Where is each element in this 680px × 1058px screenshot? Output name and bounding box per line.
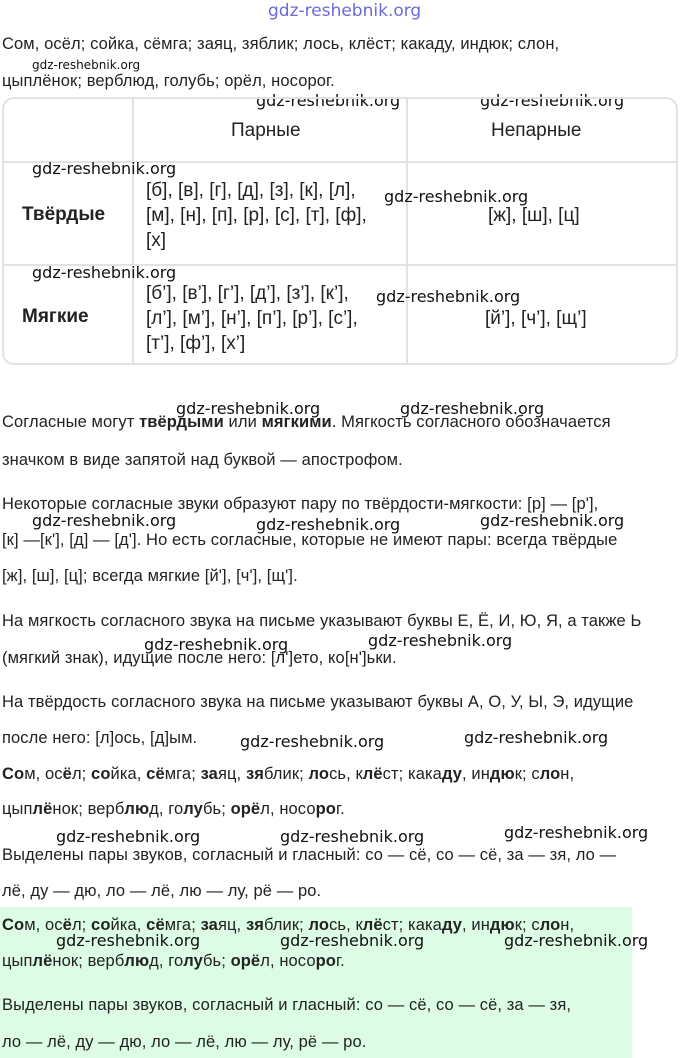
watermark: gdz-reshebnik.org — [480, 511, 625, 530]
header-unpaired: Непарные — [491, 120, 582, 141]
table-divider — [406, 99, 408, 363]
watermark: gdz-reshebnik.org — [280, 931, 425, 950]
watermark: gdz-reshebnik.org — [32, 159, 177, 178]
soft-paired-line: [л’], [м’], [н’], [п’], [р’], [с’], — [146, 308, 358, 329]
watermark: gdz-reshebnik.org — [240, 732, 385, 751]
answer-2-line-2: цыплёнок; верблюд, голубь; орёл, носорог. — [2, 952, 345, 970]
watermark: gdz-reshebnik.org — [56, 931, 201, 950]
row-label-hard: Твёрдые — [22, 204, 106, 225]
rule-3-line-1: На мягкость согласного звука на письме указывают буквы Е, Ё, И, Ю, Я, а также Ь — [2, 612, 642, 630]
soft-paired-line: [т’], [ф’], [х’] — [146, 333, 246, 354]
soft-unpaired: [й’], [ч’], [щ’] — [485, 308, 587, 329]
answer-1-line-1: Сом, осёл; сойка, сёмга; заяц, зяблик; лось, клёст; какаду, индюк; слон, — [2, 765, 575, 783]
rule-2-line-2: [к] —[к'], [д] — [д']. Но есть согласные, которые не имеют пары: всегда твёрдые — [2, 531, 618, 549]
rule-1-line-1: Согласные могут твёрдыми или мягкими. Мягкость согласного обозначается — [2, 413, 611, 431]
table-divider — [132, 99, 134, 363]
watermark: gdz-reshebnik.org — [280, 827, 425, 846]
watermark: gdz-reshebnik.org — [32, 511, 177, 530]
answer-1-line-2: цыплёнок; верблюд, голубь; орёл, носорог. — [2, 800, 345, 818]
watermark: gdz-reshebnik.org — [176, 399, 321, 418]
soft-paired-line: [б’], [в’], [г’], [д’], [з’], [к’], — [146, 283, 349, 304]
hard-unpaired: [ж], [ш], [ц] — [488, 205, 580, 226]
hard-paired-line: [б], [в], [г], [д], [з], [к], [л], — [146, 180, 356, 201]
watermark: gdz-reshebnik.org — [480, 91, 625, 110]
watermark: gdz-reshebnik.org — [256, 515, 401, 534]
answer-1-pairs-2: лё, ду — дю, ло — лё, лю — лу, рё — ро. — [2, 882, 322, 900]
watermark: gdz-reshebnik.org — [384, 187, 529, 206]
watermark: gdz-reshebnik.org — [32, 58, 141, 72]
answer-1-pairs-1: Выделены пары звуков, согласный и гласный: со — сё, со — сё, за — зя, ло — — [2, 846, 617, 864]
rule-2-line-3: [ж], [ш], [ц]; всегда мягкие [й'], [ч'], [щ']. — [2, 567, 298, 585]
consonants-table — [2, 97, 678, 365]
watermark: gdz-reshebnik.org — [376, 287, 521, 306]
rule-4-line-2: после него: [л]ось, [д]ым. — [2, 729, 198, 747]
watermark: gdz-reshebnik.org — [504, 931, 649, 950]
watermark: gdz-reshebnik.org — [504, 823, 649, 842]
watermark: gdz-reshebnik.org — [144, 635, 289, 654]
watermark: gdz-reshebnik.org — [400, 399, 545, 418]
rule-4-line-1: На твёрдость согласного звука на письме указывают буквы А, О, У, Ы, Э, идущие — [2, 693, 634, 711]
rule-3-line-2: (мягкий знак), идущие после него: [л']ето, ко[н']ьки. — [2, 649, 397, 667]
answer-2-pairs-1: Выделены пары звуков, согласный и гласный: со — сё, со — сё, за — зя, — [2, 996, 572, 1014]
intro-line-2: цыплёнок; верблюд, голубь; орёл, носорог. — [2, 72, 335, 90]
row-label-soft: Мягкие — [22, 306, 89, 327]
rule-2-line-1: Некоторые согласные звуки образуют пару по твёрдости-мягкости: [р] — [р'], — [2, 495, 599, 513]
watermark: gdz-reshebnik.org — [368, 631, 513, 650]
watermark: gdz-reshebnik.org — [32, 263, 177, 282]
hard-paired-line: [м], [н], [п], [р], [с], [т], [ф], — [146, 205, 367, 226]
header-paired: Парные — [231, 120, 301, 141]
hard-paired-line: [х] — [146, 230, 167, 251]
answer-2-pairs-2: ло — лё, ду — дю, ло — лё, лю — лу, рё — ро. — [2, 1033, 367, 1051]
answer-2-line-1: Сом, осёл; сойка, сёмга; заяц, зяблик; лось, клёст; какаду, индюк; слон, — [2, 916, 575, 934]
watermark: gdz-reshebnik.org — [256, 91, 401, 110]
watermark: gdz-reshebnik.org — [464, 728, 609, 747]
watermark: gdz-reshebnik.org — [56, 827, 201, 846]
intro-line-1: Сом, осёл; сойка, сёмга; заяц, зяблик; лось, клёст; какаду, индюк; слон, — [2, 35, 560, 53]
rule-1-line-2: значком в виде запятой над буквой — апострофом. — [2, 451, 403, 469]
watermark-top[interactable]: gdz-reshebnik.org — [268, 1, 422, 21]
